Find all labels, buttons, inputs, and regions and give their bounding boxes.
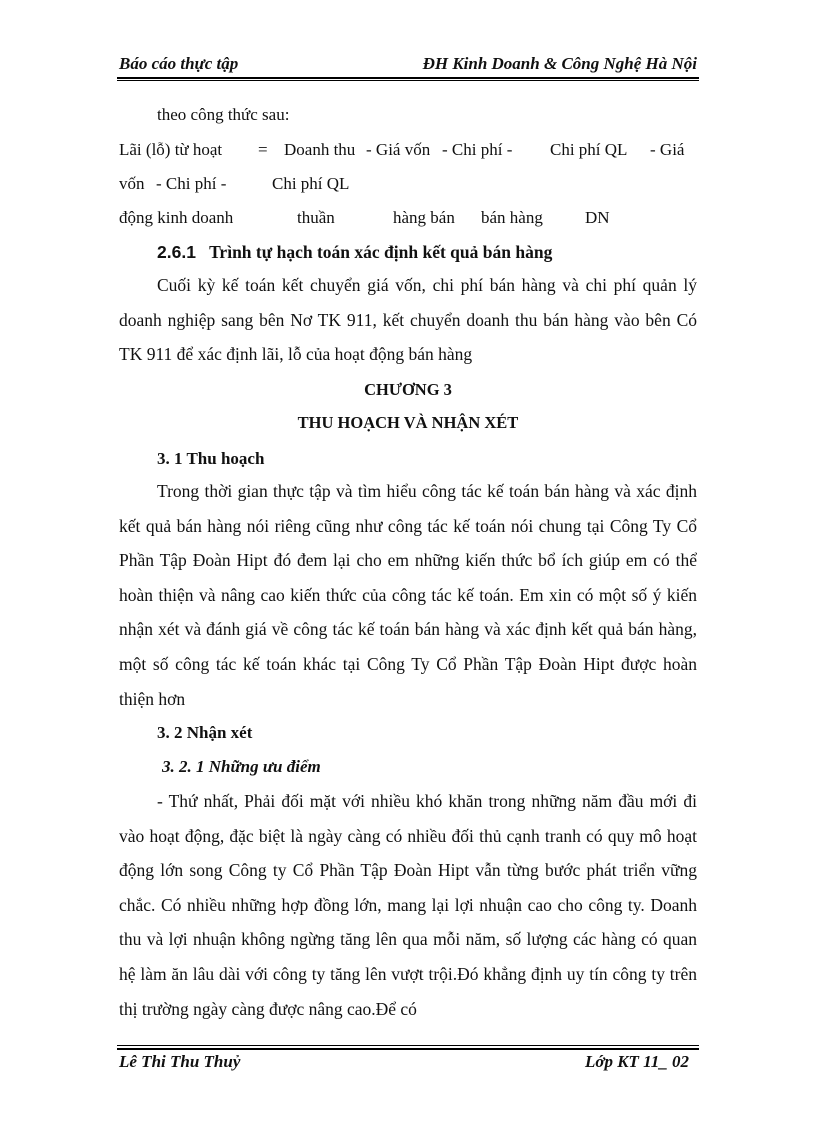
formula-row1-c4: - Giá vốn — [366, 140, 431, 159]
formula-row2-c1: vốn — [119, 174, 145, 193]
formula-row1-c5: - Chi phí - — [442, 140, 513, 159]
formula-row2-c2: - Chi phí - — [156, 174, 227, 193]
chapter-title: THU HOẠCH VÀ NHẬN XÉT — [297, 413, 519, 432]
page-header — [119, 54, 697, 78]
footer-rule-thin — [117, 1045, 699, 1046]
header-rule — [117, 77, 699, 79]
formula-intro: theo công thức sau: — [157, 105, 290, 124]
header-report-title: Báo cáo thực tập — [119, 54, 239, 73]
formula-row3-c2: thuần — [297, 208, 335, 227]
formula-row1-c2: = — [258, 140, 268, 159]
formula-row1-c6: Chi phí QL — [550, 140, 628, 159]
formula-row3-c1: động kinh doanh — [119, 208, 234, 227]
section-261-title: Trình tự hạch toán xác định kết quả bán hàng — [209, 242, 553, 262]
formula-row1-c3: Doanh thu — [284, 140, 356, 159]
paragraph-31: Trong thời gian thực tập và tìm hiểu công tác kế toán bán hàng và xác định kết quả bán hàng nói riêng cũng như công tác kế toán nói chung tại Công Ty Cổ Phần Tập Đoàn Hipt đó đem lại cho em những kiến thức bổ ích giúp em có thể hoàn thiện và nâng cao kiến thức của công tác kế toán. Em xin có một số ý kiến nhận xét và đánh giá về công tác kế toán bán hàng và xác định kết quả bán hàng, một số công tác kế toán khác tại Công Ty Cổ Phần Tập Đoàn Hipt được hoàn thiện hơn — [119, 481, 697, 709]
section-32-title: 3. 2 Nhận xét — [157, 723, 253, 742]
chapter-label: CHƯƠNG 3 — [364, 380, 452, 399]
section-261-number: 2.6.1 — [157, 242, 196, 262]
header-university: ĐH Kinh Doanh & Công Nghệ Hà Nội — [422, 54, 697, 73]
section-321-title: 3. 2. 1 Những ưu điểm — [162, 757, 321, 776]
formula-row3-c3: hàng bán — [393, 208, 455, 227]
page-footer — [119, 1052, 689, 1076]
paragraph-261: Cuối kỳ kế toán kết chuyển giá vốn, chi phí bán hàng và chi phí quản lý doanh nghiệp sang bên Nơ TK 911, kết chuyển doanh thu bán hàng vào bên Có TK 911 để xác định lãi, lỗ của hoạt động bán hàng — [119, 275, 697, 365]
formula-row1-c1: Lãi (lỗ) từ hoạt — [119, 140, 223, 159]
footer-author: Lê Thi Thu Thuỷ — [119, 1052, 241, 1071]
formula-row2-c3: Chi phí QL — [272, 174, 350, 193]
footer-rule — [117, 1048, 699, 1050]
footer-class: Lớp KT 11_ 02 — [584, 1052, 689, 1071]
header-rule-thin — [117, 80, 699, 81]
paragraph-321: - Thứ nhất, Phải đối mặt với nhiều khó khăn trong những năm đầu mới đi vào hoạt động, đặc biệt là ngày càng có nhiều đối thủ cạnh tranh có quy mô hoạt động lớn song Công ty Cổ Phần Tập Đoàn Hipt vẫn từng bước phát triển vững chắc. Có nhiều những hợp đồng lớn, mang lại lợi nhuận cao cho công ty. Doanh thu và lợi nhuận không ngừng tăng lên qua mỗi năm, số lượng các hàng có quan hệ làm ăn lâu dài với công ty tăng lên vượt trội.Đó khẳng định uy tín công ty trên thị trường ngày càng được nâng cao.Để có — [119, 791, 697, 1019]
formula-row3-c5: DN — [585, 208, 610, 227]
section-31-title: 3. 1 Thu hoạch — [157, 449, 265, 468]
formula-row1-c7: - Giá — [650, 140, 685, 159]
section-261-heading — [157, 241, 552, 263]
formula-row3-c4: bán hàng — [481, 208, 543, 227]
